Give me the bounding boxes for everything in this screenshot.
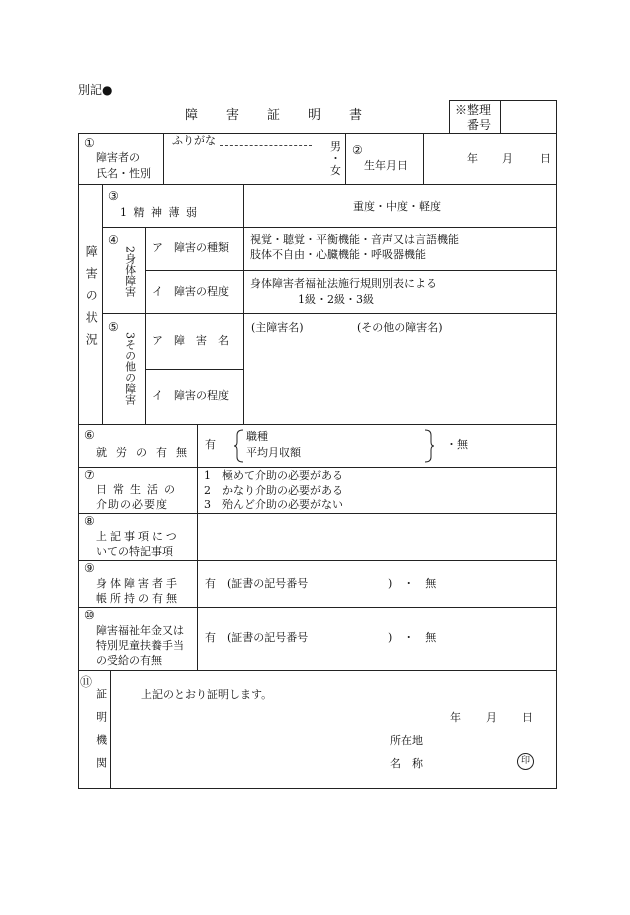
- handbook-label-2: 帳所持の有無: [96, 592, 180, 605]
- certification-statement: 上記のとおり証明します。: [141, 688, 273, 701]
- sex-male[interactable]: 男: [330, 140, 341, 153]
- special-notes-input-area[interactable]: [202, 517, 552, 557]
- mental-label: 1 精 神 薄 弱: [120, 206, 197, 219]
- name-sex-label: 障害者の: [96, 151, 140, 164]
- other-disability-label: 3その他の障害: [123, 332, 137, 405]
- monthly-income-label: 平均月収額: [246, 446, 301, 459]
- cert-month: 月: [486, 711, 497, 724]
- handbook-yes-number[interactable]: 有 (証書の記号番号: [205, 577, 309, 590]
- pension-label: 障害福祉年金又は: [96, 624, 184, 637]
- physical-type-label: ア 障害の種類: [152, 241, 229, 254]
- seiri-label-2: 番号: [467, 118, 492, 132]
- physical-degree-label: イ 障害の程度: [152, 285, 229, 298]
- row9-number: ⑨: [84, 561, 95, 575]
- other-number: ⑤: [108, 320, 119, 334]
- main-disability-name: (主障害名): [251, 321, 304, 334]
- other-degree-label: イ 障害の程度: [152, 389, 229, 402]
- care-need-label-2: 介助の必要度: [96, 498, 168, 511]
- employment-yes[interactable]: 有: [205, 438, 216, 451]
- birth-year: 年: [467, 152, 478, 165]
- physical-label: 2身体障害: [123, 246, 137, 297]
- address-input-area[interactable]: [430, 732, 548, 748]
- institution-name-input-area[interactable]: [430, 755, 515, 771]
- special-notes-label: 上記事項につ: [96, 530, 180, 543]
- row6-number: ⑥: [84, 428, 95, 442]
- employment-none[interactable]: ・無: [446, 438, 468, 451]
- seal-text: 印: [520, 756, 530, 766]
- row1-number: ①: [84, 136, 95, 150]
- pension-label-2: 特別児童扶養手当: [96, 639, 184, 652]
- document-title: 障害証明書: [185, 108, 391, 123]
- handbook-label: 身体障害者手: [96, 577, 180, 590]
- care-option-2[interactable]: 2 かなり介助の必要がある: [204, 484, 343, 497]
- birthdate-label: 生年月日: [364, 159, 408, 172]
- birth-number: ②: [352, 143, 363, 157]
- seal-icon: [517, 753, 534, 770]
- name-sex-label-2: 氏名・性別: [96, 167, 151, 180]
- row11-number: ⑪: [80, 675, 93, 689]
- status-side-label: 障害の状況: [84, 245, 99, 355]
- institution-name-label: 名 称: [390, 757, 423, 770]
- other-degree-input-area[interactable]: [150, 405, 240, 419]
- care-option-1[interactable]: 1 極めて介助の必要がある: [204, 469, 343, 482]
- physical-number: ④: [108, 233, 119, 247]
- pension-none[interactable]: ) ・ 無: [388, 631, 437, 644]
- physical-type-line2[interactable]: 肢体不自由・心臓機能・呼吸器機能: [250, 248, 426, 261]
- physical-type-line1[interactable]: 視覚・聴覚・平衡機能・音声又は言語機能: [250, 233, 459, 246]
- care-need-label: 日常生活の: [96, 483, 181, 496]
- job-type-label: 職種: [246, 430, 268, 443]
- physical-degree-line1: 身体障害者福祉法施行規則別表による: [250, 277, 437, 290]
- birth-month: 月: [502, 152, 513, 165]
- row7-number: ⑦: [84, 468, 95, 482]
- right-brace-icon: [424, 429, 434, 463]
- mental-degree-options[interactable]: 重度・中度・軽度: [353, 200, 441, 213]
- cert-year: 年: [450, 711, 461, 724]
- birthdate-input-area[interactable]: [430, 140, 550, 180]
- handbook-none[interactable]: ) ・ 無: [388, 577, 437, 590]
- cert-date-input-area[interactable]: [420, 706, 548, 724]
- row10-number: ⑩: [84, 608, 95, 622]
- address-label: 所在地: [390, 734, 423, 747]
- seiri-label: ※整理: [455, 103, 492, 117]
- sex-separator: ・: [330, 152, 341, 165]
- left-brace-icon: [234, 429, 244, 463]
- name-input-area[interactable]: [168, 150, 318, 180]
- furigana-label: ふりがな: [172, 134, 216, 147]
- other-disability-names: (その他の障害名): [357, 321, 443, 334]
- other-disability-name-label: ア 障 害 名: [152, 334, 229, 347]
- pension-label-3: の受給の有無: [96, 654, 162, 667]
- employment-label: 就労の有無: [96, 446, 196, 459]
- birth-day: 日: [540, 152, 551, 165]
- furigana-line: [220, 144, 312, 146]
- job-income-input-area[interactable]: [310, 430, 420, 462]
- sex-female[interactable]: 女: [330, 164, 341, 177]
- certifying-institution-label: 証明機関: [94, 688, 108, 780]
- care-option-3[interactable]: 3 殆んど介助の必要がない: [204, 498, 343, 511]
- pension-yes-number[interactable]: 有 (証書の記号番号: [205, 631, 309, 644]
- mental-number: ③: [108, 189, 119, 203]
- bekki-label: 別記●: [78, 83, 113, 97]
- cert-day: 日: [522, 711, 533, 724]
- other-disability-input-area[interactable]: [248, 338, 548, 418]
- physical-degree-grades[interactable]: 1級・2級・3級: [298, 293, 374, 306]
- row8-number: ⑧: [84, 514, 95, 528]
- special-notes-label-2: いての特記事項: [96, 545, 173, 558]
